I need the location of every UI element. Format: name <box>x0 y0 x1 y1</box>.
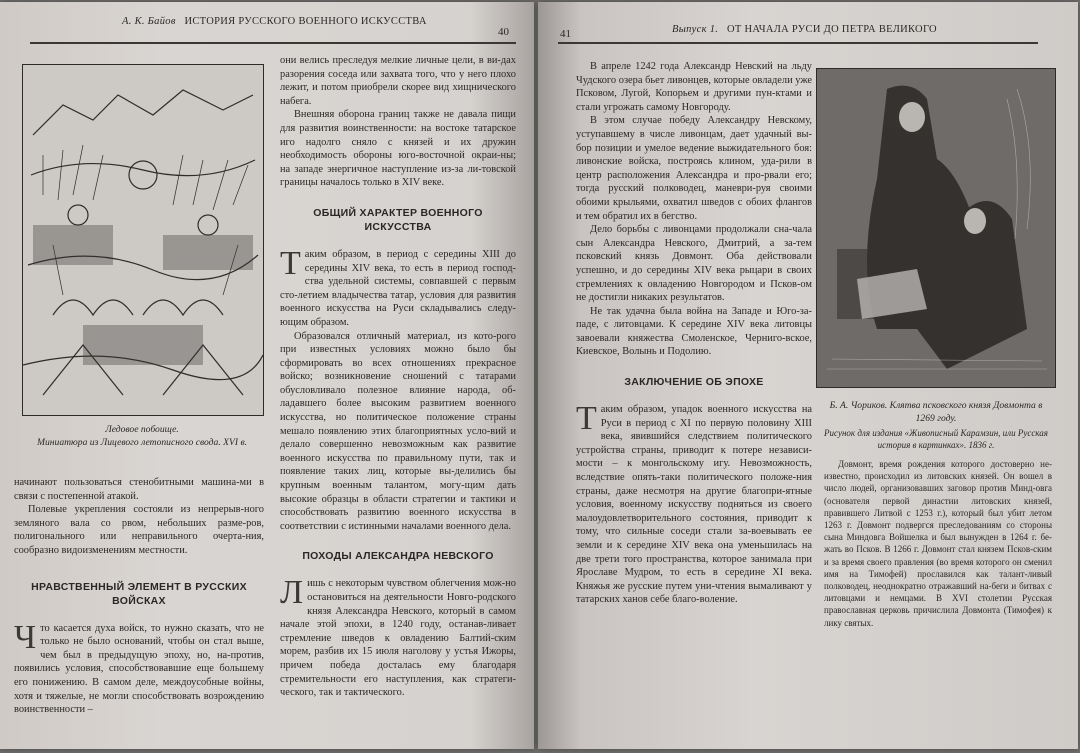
header-section-title: ОТ НАЧАЛА РУСИ ДО ПЕТРА ВЕЛИКОГО <box>727 24 937 35</box>
left-page-header <box>122 16 427 27</box>
paragraph: Дело борьбы с ливонцами продолжали сна-чала сын Александра Невского, Дмитрий, а за-тем псковский князь Довмонт. Оба действовали успешно, и до середины XIV века рыцари в своих стремлениях к овладению Новгородом и Псков-ом не достигли никаких результатов. <box>576 224 812 304</box>
dropcap-letter: Л <box>280 574 304 612</box>
paragraph: аким образом, упадок военного искусства на Руси в период с XI по первую половину XIII века, явившийся следствием политического устройства страны, приводит к потере независи-мости – к монгольскому игу. Невозможность, вследствие опять-таки политического положе-ния страны, даже несмотря на другие благопри-ятные условия, военному искусству подняться из своего малоудовлетворительного состояния, приводит к тому, что сильные соседи стали за-воевывать ее земли и к середине XIV века она уменьшилась на две трети того пространства, которое занимала при Ярославе Мудром, то есть в середине XI века. Княжья же русские путем уни-чтения вымаливают у татарских ханов себе благо-воление. <box>576 404 812 606</box>
heading-conclusion: ЗАКЛЮЧЕНИЕ ОБ ЭПОХЕ <box>624 376 764 389</box>
paragraph: то касается духа войск, то нужно сказать, что не только не было оснований, чтобы он стал выше, чем был в предыдущую эпоху, но, на-против, появились условия, способствовавшие еще большему его понижению. В самом деле, междоусобные войны, хотя и тяжелые, не могли способствовать возрождению воинственности – <box>14 622 264 716</box>
heading-moral-element: НРАВСТВЕННЫЙ ЭЛЕМЕНТ В РУССКИХ ВОЙСКАХ <box>31 580 247 607</box>
dovmont-side-note <box>824 458 1052 629</box>
miniature-caption-source: Миниатюра из Лицевого летописного свода. XVI в. <box>36 436 248 448</box>
dropcap-letter: Т <box>280 244 301 282</box>
header-issue: Выпуск 1. <box>672 24 719 35</box>
paragraph: В апреле 1242 года Александр Невский на льду Чудского озера бьет ливонцев, которые овладели уже Псковом, Лугой, Копорьем и другими пун-ктами и стали угрожать самому Новгороду. <box>576 61 812 113</box>
paragraph: аким образом, в период с середины XIII до середины XIV века, то есть в период господ-ства удельной системы, совпавшей с первым сто-летием владычества татар, условия для развития военного искусства на Руси складывались следу-ющим образом. <box>280 248 516 328</box>
header-rule <box>558 42 1038 44</box>
paragraph: Образовался отличный материал, из кото-рого при известных условиях можно было бы сформировать во всех отношениях прекрасное войско; возникновение сношений с татарами обусловливало полезное влияние народа, об-ладавшего более высоким развитием военного искусства, но политическое положение страны мешало появлению этих благоприятных усло-вий и делало совершенно невозможным как развитие военного искусства по правильному пути, так и появление таких лиц, которые вы-делились бы крупным военным талантом, могу-щим дать высокие образцы в области стратегии и тактики и способствовать развитию военного искусства в соответствии с истинными началами военного дела. <box>280 330 516 532</box>
heading-general-character: ОБЩИЙ ХАРАКТЕР ВОЕННОГО ИСКУССТВА <box>313 206 483 233</box>
paragraph: Довмонт, время рождения которого достоверно не-известно, происходил из литовских князей. Он вошел в число людей, организовавших заговор против Минд-овга (основателя первой династии литовских князей, правившего Литвой с 1253 г.), который был убит летом 1263 г. Довмонт подвергся преследованиям со стороны сына Миндовга Войшелка и был вынужден в 1264 г. бе-жать во Псков. В 1266 г. Довмонт стал князем Псков-ским и за время своего правления (во время которого он сменил имя на Тимофей) прославился как талант-ливый полководец, неоднократно отражавший на-беги и битвах с литовцами и немцами. В XVI столетии Русская православная церковь причислила Довмонта (Тимофея) к лику святых. <box>824 459 1052 628</box>
heading-nevsky-campaigns: ПОХОДЫ АЛЕКСАНДРА НЕВСКОГО <box>302 550 494 563</box>
paragraph: начинают пользоваться стенобитными машина-ми в связи с постепенной атакой. <box>14 477 264 502</box>
paragraph: ишь с некоторым чувством облегчения мож-но остановиться на деятельности Новго-родского князя Александра Невского, который в самом начале этой эпохи, в 1240 году, останав-ливает стремление шведов к овладению Балтий-ским морем, разбив их 15 июля наголову у устья Ижоры, причем победа досталась ему благодаря стремительности его наступления, как стратеги-ческого, так и тактического. <box>280 578 516 699</box>
paragraph: Не так удачна была война на Западе и Юго-за-паде, с литовцами. К середине XIV века литовцы завоевали княжества Смоленское, Черниго-вское, Киевское, Волынь и Подолию. <box>576 305 812 358</box>
left-column-lower <box>14 476 264 717</box>
miniature-caption-title: Ледовое побоище. <box>105 424 179 435</box>
header-book-title: ИСТОРИЯ РУССКОГО ВОЕННОГО ИСКУССТВА <box>184 16 427 27</box>
paragraph: они велись преследуя мелкие личные цели, в ви-дах разорения соседа или захвата того, что у него плохо лежит, и потом приобрели скорее вид хищнического набега. <box>280 55 516 107</box>
engraving-caption <box>824 400 1048 451</box>
engraving-caption-title: Б. А. Чориков. Клятва псковского князя Довмонта в 1269 году. <box>829 400 1043 424</box>
left-page-number: 40 <box>498 26 509 38</box>
miniature-caption <box>14 424 270 449</box>
header-author: А. К. Байов <box>122 16 176 27</box>
right-page-left-column <box>576 60 812 607</box>
dropcap-letter: Ч <box>14 618 37 656</box>
right-page <box>538 2 1078 749</box>
paragraph: В этом случае победу Александру Невскому, уступавшему в числе ливонцам, дает удачный вы-бор позиции и умелое ведение выжидательного боя: ливонские войска, построясь клином, уда-рили в центр расположения Александра и про-рвали его; тогда русский полководец, маневри-руя своими обоими крыльями, охватил шведов с обоих флангов и тем обратил их в бегство. <box>576 115 812 222</box>
dropcap-letter: Т <box>576 400 597 438</box>
paragraph: Внешняя оборона границ также не давала пищи для развития воинственности: на востоке татарское иго надолго сняло с князей и их дружин необходимость обороны юго-восточной окраи-ны; на западе энергичное наступление из-за ли-товской границы началось только в XIV веке. <box>280 109 516 189</box>
left-page-right-column <box>280 54 516 700</box>
ice-battle-miniature <box>22 64 264 416</box>
engraving-caption-source: Рисунок для издания «Живописный Карамзин, или Русская история в картинках». 1836 г. <box>824 428 1048 450</box>
paragraph: Полевые укрепления состояли из непрерыв-ного земляного вала со рвом, небольших разме-ров, полигонального или неправильного очерта-ния, сообразно видоизменениям местности. <box>14 504 264 556</box>
right-page-number: 41 <box>560 28 571 40</box>
left-page <box>0 2 534 749</box>
right-page-header <box>672 24 937 35</box>
dovmont-oath-engraving <box>816 68 1056 388</box>
header-rule <box>30 42 516 44</box>
